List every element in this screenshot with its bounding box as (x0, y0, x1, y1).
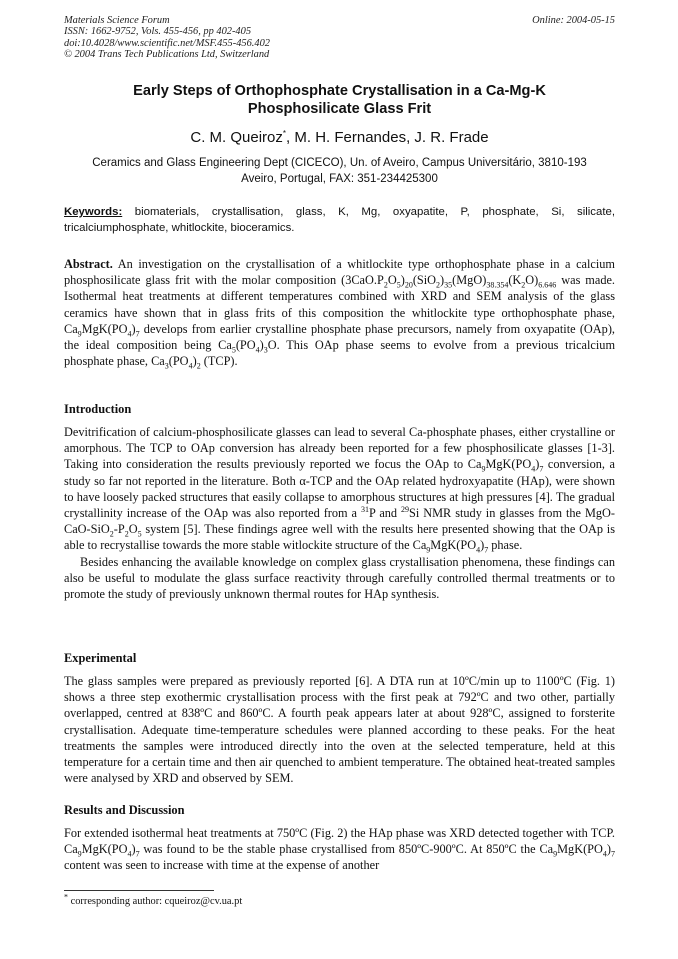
introduction-body (64, 424, 615, 602)
heading-experimental: Experimental (64, 651, 137, 665)
paper-title (64, 82, 615, 118)
author-rest: , M. H. Fernandes, J. R. Frade (286, 129, 489, 146)
intro-paragraph-1: Devitrification of calcium-phosphosilicate glasses can lead to several Ca-phosphate phases, either crystalline or amorphous. The TCP to OAp conversion has already been reported for a few phosphosilicate glasses [1-3]. Taking into consideration the results previously reported we focus the OAp to $Ca_9MgK(PO_4)_7$ conversion, a study so far not reported in the literature. Both α-TCP and the OAp related hydroxyapatite (HAp), were shown to have loosely packed structures that easily collapse to amorphous structures at high pressures [4]. The gradual crystallinity increase of the OAp was also reported from a $^{31}$P and $^{29}$Si NMR study in glasses from the MgO-$CaO-SiO_2-P_2O_5$ system [5]. These findings agree well with the results here presented showing that the OAp is able to recrystallise towards the more stable witlockite structure of the $Ca_9MgK(PO_4)_7$ phase. (64, 425, 615, 555)
copyright-line: © 2004 Trans Tech Publications Ltd, Switzerland (64, 48, 270, 60)
online-date: Online: 2004-05-15 (532, 15, 615, 26)
footnote-mark: * (64, 892, 68, 902)
abstract: Abstract. An investigation on the crystallisation of a whitlockite type orthophosphate phase in a calcium phosphosilicate glass frit with the molar composition $(3CaO.P_2O_5)_{20}(SiO_2)_{35}(MgO)_{38.354}(K_2O)_{6.646}$ was made. Isothermal heat treatments at different temperatures combined with XRD and SEM analysis of the glass ceramics have shown that in glass frits of this composition the whitlockite type orthophosphate phase, $Ca_9MgK(PO_4)_7$ develops from earlier crystalline phosphate phase precursors, namely from oxyapatite (OAp), the ideal composition being $Ca_5(PO_4)_3O$. This OAp phase seems to evolve from a previous tricalcium phosphate phase, $Ca_3(PO_4)_2$ (TCP). (64, 257, 616, 371)
affiliation-line-1: Ceramics and Glass Engineering Dept (CICECO), Un. of Aveiro, Campus Universitário, 3810-193 (92, 157, 587, 169)
keywords-text: biomaterials, crystallisation, glass, K, Mg, oxyapatite, P, phosphate, Si, silicate, tricalciumphosphate, whitlockite, bioceramics. (64, 206, 615, 234)
heading-introduction: Introduction (64, 402, 132, 416)
affiliation (64, 156, 615, 187)
keywords (64, 205, 615, 237)
heading-results: Results and Discussion (64, 803, 185, 817)
affiliation-line-2: Aveiro, Portugal, FAX: 351-234425300 (241, 172, 438, 185)
issn-line: ISSN: 1662-9752, Vols. 455-456, pp 402-405 (64, 26, 252, 38)
intro-paragraph-2: Besides enhancing the available knowledge on complex glass crystallisation phenomena, these findings can also be useful to modulate the glass surface reactivity through carefully controlled thermal treatments or to promote the study of previously unknown thermal routes for HAp synthesis. (64, 554, 615, 602)
journal-header (64, 15, 270, 60)
corresponding-mark: * (282, 129, 287, 138)
abstract-label: Abstract. (64, 257, 113, 271)
doi-line: doi:10.4028/www.scientific.net/MSF.455-456.402 (64, 37, 270, 49)
footnote-text: corresponding author: cqueiroz@cv.ua.pt (68, 896, 243, 907)
author-first: C. M. Queiroz (190, 129, 283, 146)
journal-name: Materials Science Forum (64, 15, 170, 26)
author-list (64, 129, 615, 146)
footnote (64, 892, 243, 907)
experimental-body: The glass samples were prepared as previously reported [6]. A DTA run at 10ºC/min up to 1100ºC (Fig. 1) shows a three step exothermic crystallisation process with the first peak at 792ºC and two other, partially overlapped, centred at 838ºC and 860ºC. A fourth peak appears later at about 928ºC, assigned to forsterite crystallisation. Adequate time-temperature schedules were planned according to these peaks. For the heat treatments the samples were introduced directly into the oven at the selected temperature, held at this temperature for a certain time and then air quenched to ambient temperature. The obtained heat-treated samples were analysed by XRD and observed by SEM. (64, 674, 615, 786)
keywords-label: Keywords: (64, 206, 123, 218)
title-line-1: Early Steps of Orthophosphate Crystallisation in a Ca-Mg-K (133, 83, 546, 99)
title-line-2: Phosphosilicate Glass Frit (247, 101, 432, 117)
results-body: For extended isothermal heat treatments at 750ºC (Fig. 2) the HAp phase was XRD detected together with TCP. $Ca_9MgK(PO_4)_7$ was found to be the stable phase crystallised from 850ºC-900ºC. At 850ºC the $Ca_9MgK(PO_4)_7$ content was seen to increase with time at the expense of another (64, 826, 615, 873)
footnote-divider (64, 890, 214, 891)
